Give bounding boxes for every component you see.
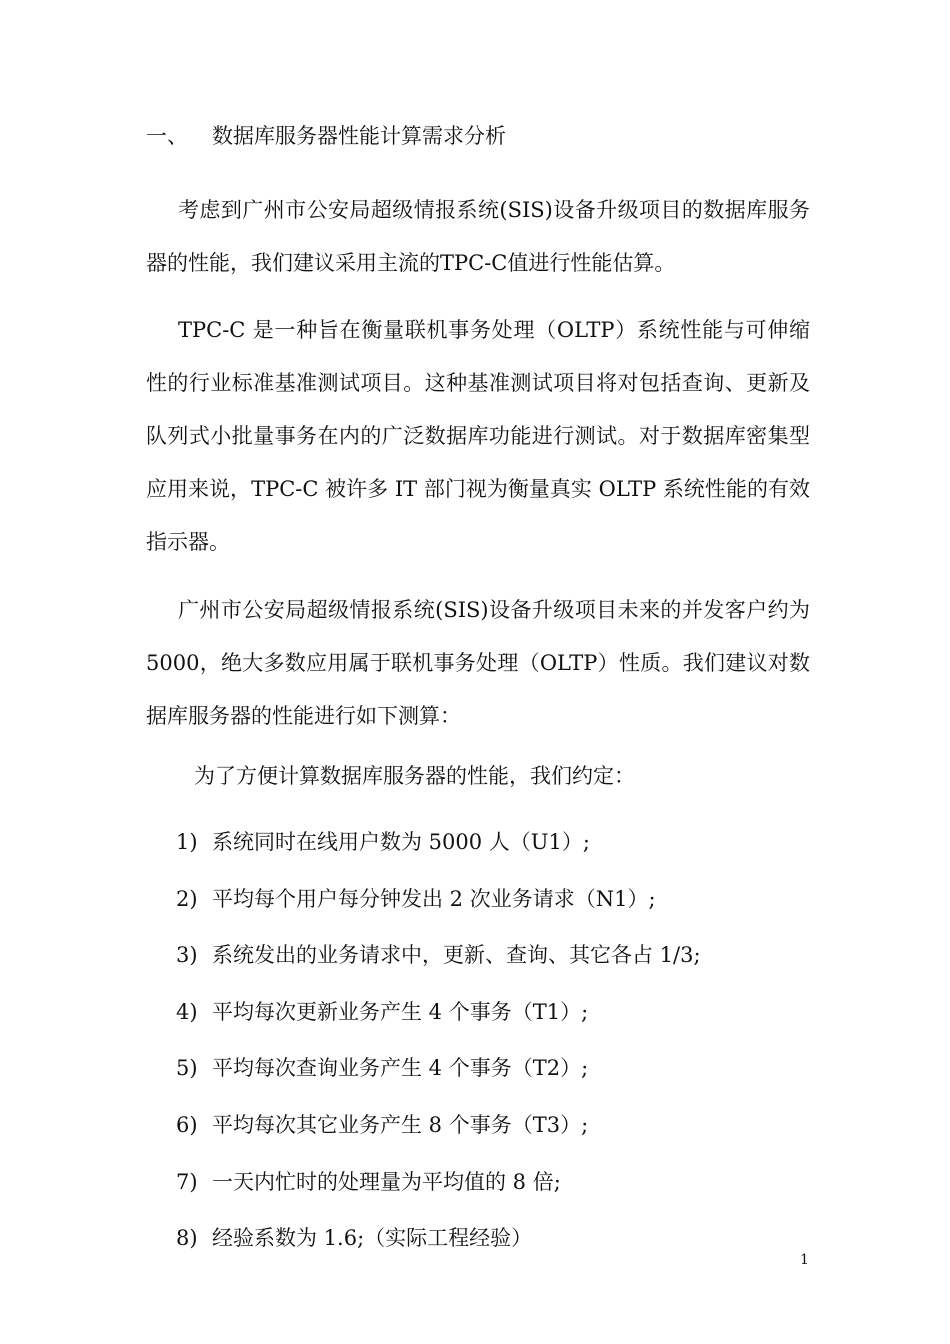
- list-marker: 2): [176, 886, 198, 911]
- list-item: [176, 1107, 701, 1164]
- list-item: [176, 881, 701, 938]
- paragraph-tpc-c-estimation: 考虑到广州市公安局超级情报系统(SIS)设备升级项目的数据库服务器的性能，我们建议采用主流的TPC-C值进行性能估算。: [146, 198, 810, 275]
- page-number: 1: [800, 1252, 809, 1268]
- list-item: [176, 824, 701, 881]
- list-text: 平均每次查询业务产生 4 个事务（T2）;: [212, 1056, 589, 1081]
- list-text: 系统同时在线用户数为 5000 人（U1）;: [212, 830, 590, 854]
- list-item: [176, 1050, 701, 1107]
- list-text: 平均每次更新业务产生 4 个事务（T1）;: [212, 999, 589, 1024]
- paragraph-tpc-c-definition: TPC-C 是一种旨在衡量联机事务处理（OLTP）系统性能与可伸缩性的行业标准基准测试项目。这种基准测试项目将对包括查询、更新及队列式小批量事务在内的广泛数据库功能进行测试。对于数据库密集型应用来说，TPC-C 被许多 IT 部门视为衡量真实 OLTP 系统性能的有效指示器。: [146, 318, 810, 554]
- list-marker: 6): [176, 1112, 198, 1137]
- list-item: [176, 937, 701, 994]
- list-item: [176, 1220, 701, 1277]
- list-marker: 8): [176, 1226, 198, 1251]
- list-marker: 7): [176, 1169, 198, 1194]
- list-text: 经验系数为 1.6;（实际工程经验）: [212, 1226, 533, 1251]
- list-marker: 5): [176, 1056, 198, 1081]
- list-marker: 3): [176, 943, 198, 968]
- list-marker: 1): [176, 830, 198, 854]
- section-number: 一、: [146, 124, 188, 148]
- list-text: 平均每个用户每分钟发出 2 次业务请求（N1）;: [212, 886, 656, 911]
- paragraph-concurrent-clients: 广州市公安局超级情报系统(SIS)设备升级项目未来的并发客户约为 5000，绝大多数应用属于联机事务处理（OLTP）性质。我们建议对数据库服务器的性能进行如下测算：: [146, 598, 810, 728]
- list-text: 一天内忙时的处理量为平均值的 8 倍;: [212, 1169, 561, 1194]
- assumptions-intro: 为了方便计算数据库服务器的性能，我们约定：: [194, 764, 635, 788]
- list-item: [176, 1164, 701, 1221]
- section-title: 数据库服务器性能计算需求分析: [212, 124, 506, 148]
- section-heading: [146, 118, 506, 154]
- list-text: 系统发出的业务请求中，更新、查询、其它各占 1/3;: [212, 943, 701, 968]
- list-marker: 4): [176, 999, 198, 1024]
- list-item: [176, 994, 701, 1051]
- list-text: 平均每次其它业务产生 8 个事务（T3）;: [212, 1112, 589, 1137]
- assumptions-list: [176, 824, 701, 1277]
